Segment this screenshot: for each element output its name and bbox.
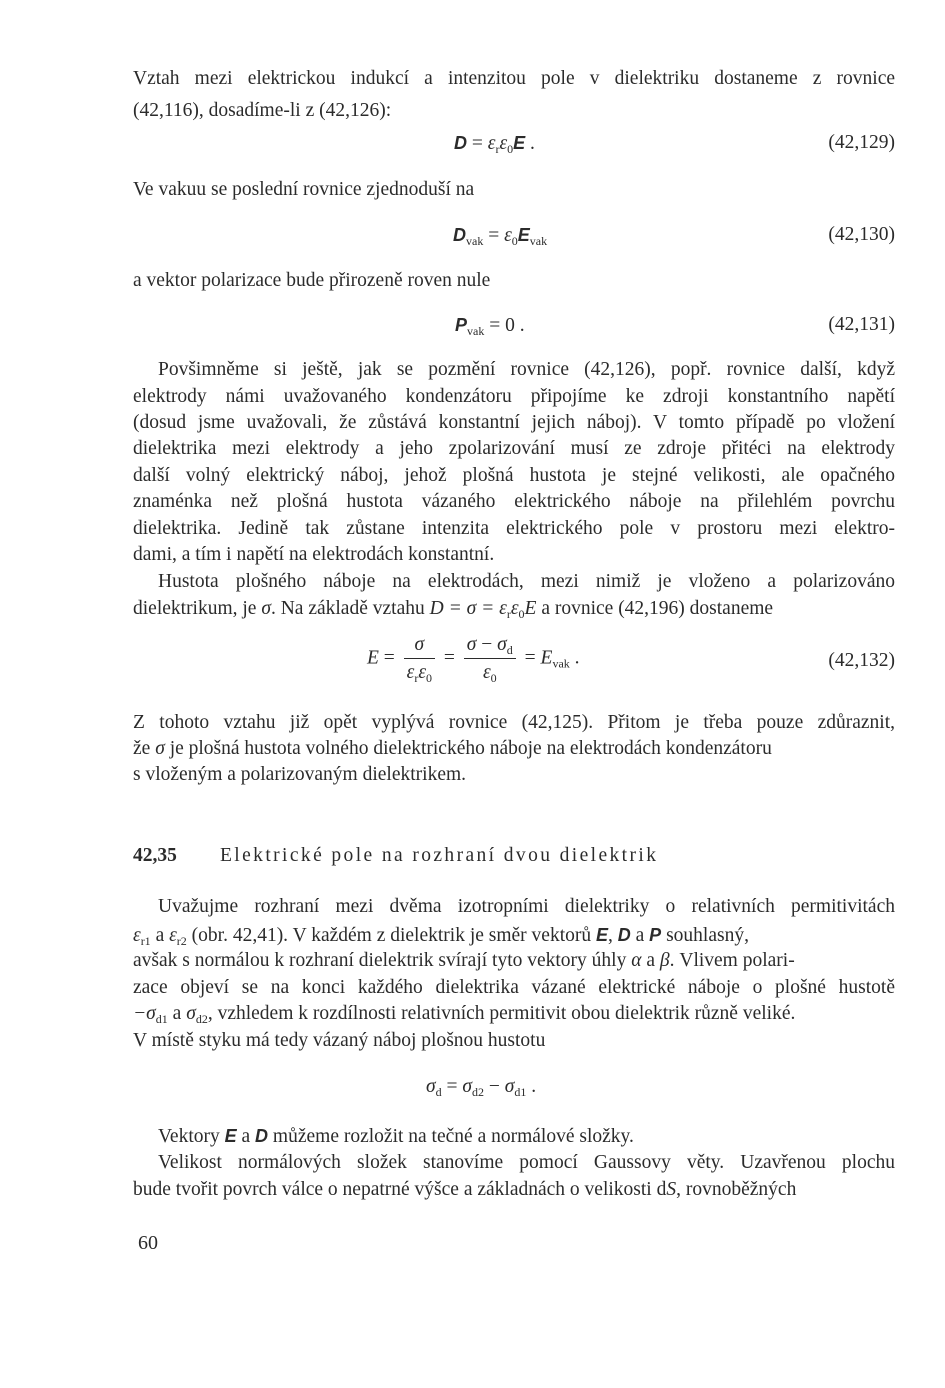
text-line: bude tvořit povrch válce o nepatrné výšce a základnách o velikosti dS, rovnoběžných bbox=[133, 1179, 797, 1200]
text-line: a vektor polarizace bude přirozeně roven nule bbox=[133, 270, 491, 291]
equation-number: (42,132) bbox=[828, 650, 895, 671]
text-line: znaménka než plošná hustota vázaného elektrického náboje na přilehlém povrchu bbox=[133, 491, 895, 512]
equation-number: (42,131) bbox=[828, 314, 895, 335]
text-line: (dosud jsme uvažovali, že zůstává konstantní jejich náboj). V tomto případě po vložení bbox=[133, 412, 895, 433]
text-line: Vztah mezi elektrickou indukcí a intenzitou pole v dielektriku dostaneme z rovnice bbox=[133, 68, 895, 89]
text-line: V místě styku má tedy vázaný náboj plošnou hustotu bbox=[133, 1030, 546, 1051]
equation-42-132: E = $\frac{\sigma}{\varepsilon_r\varepsilon_0}$ = $\frac{\sigma - \sigma_d}{\varepsilon_0}$ = $E_{vak}$ . bbox=[367, 634, 580, 685]
text-line: Vektory E a D můžeme rozložit na tečné a normálové složky. bbox=[158, 1126, 634, 1147]
text-line: $-\sigma_{d1}$ a $\sigma_{d2}$, vzhledem k rozdílnosti relativních permitivit obou dielektrik různě veliké. bbox=[133, 1003, 796, 1026]
equation-number: (42,129) bbox=[828, 132, 895, 153]
text-line: Hustota plošného náboje na elektrodách, mezi nimiž je vloženo a polarizováno bbox=[158, 571, 895, 592]
text-line: Z tohoto vztahu již opět vyplývá rovnice (42,125). Přitom je třeba pouze zdůraznit, bbox=[133, 712, 895, 733]
text-line: Uvažujme rozhraní mezi dvěma izotropními dielektriky o relativních permitivitách bbox=[158, 896, 895, 917]
text-line: elektrody námi uvažovaného kondenzátoru připojíme ke zdroji konstantního napětí bbox=[133, 386, 895, 407]
text-line: (42,116), dosadíme-li z (42,126): bbox=[133, 100, 392, 121]
text-line: zace objeví se na konci každého dielektrika vázané elektrické náboje o plošné hustotě bbox=[133, 977, 895, 998]
equation-number: (42,130) bbox=[828, 224, 895, 245]
fraction: $\frac{\sigma - \sigma_d}{\varepsilon_0}$ bbox=[464, 634, 516, 684]
equation-42-129: $D = \varepsilon_r\varepsilon_0E$ . bbox=[454, 133, 535, 156]
equation-42-130: $D_{vak} = \varepsilon_0E_{vak}$ bbox=[453, 225, 548, 248]
text-line: dielektrika. Jedině tak zůstane intenzita elektrického pole v prostoru mezi elektro- bbox=[133, 518, 895, 539]
text-line: že σ je plošná hustota volného dielektrického náboje na elektrodách kondenzátoru bbox=[133, 738, 772, 759]
fraction: $\frac{\sigma}{\varepsilon_r\varepsilon_0}$ bbox=[404, 634, 435, 684]
equation-42-131: $P_{vak} = 0$ . bbox=[455, 315, 525, 338]
equation-sigma-d: $\sigma_d = \sigma_{d2} - \sigma_{d1}$ . bbox=[426, 1076, 537, 1099]
text-line: Ve vakuu se poslední rovnice zjednoduší na bbox=[133, 179, 475, 200]
section-title: Elektrické pole na rozhraní dvou dielektrik bbox=[220, 845, 659, 866]
text-line: dielektrikum, je σ. Na základě vztahu $D = \sigma = \varepsilon_r\varepsilon_0E$ a rovnice (42,196) dostaneme bbox=[133, 598, 774, 621]
page-number: 60 bbox=[138, 1232, 158, 1254]
text-line: Povšimněme si ještě, jak se pozmění rovnice (42,126), popř. rovnice další, když bbox=[158, 359, 895, 380]
text-line: Velikost normálových složek stanovíme pomocí Gaussovy věty. Uzavřenou plochu bbox=[158, 1152, 895, 1173]
text-line: s vloženým a polarizovaným dielektrikem. bbox=[133, 764, 467, 785]
text-line: avšak s normálou k rozhraní dielektrik svírají tyto vektory úhly α a β. Vlivem polari- bbox=[133, 950, 795, 971]
text-line: dami, a tím i napětí na elektrodách konstantní. bbox=[133, 544, 495, 565]
text-line: $\varepsilon_{r1}$ a $\varepsilon_{r2}$ (obr. 42,41). V každém z dielektrik je směr vektorů E, D a P souhlasný, bbox=[133, 925, 749, 948]
text-line: dielektrika mezi elektrody a jeho zpolarizování musí ze zdroje přitéci na elektrody bbox=[133, 438, 895, 459]
section-number: 42,35 bbox=[133, 845, 177, 866]
text-line: další volný elektrický náboj, jehož plošná hustota je stejné velikosti, ale opačného bbox=[133, 465, 895, 486]
